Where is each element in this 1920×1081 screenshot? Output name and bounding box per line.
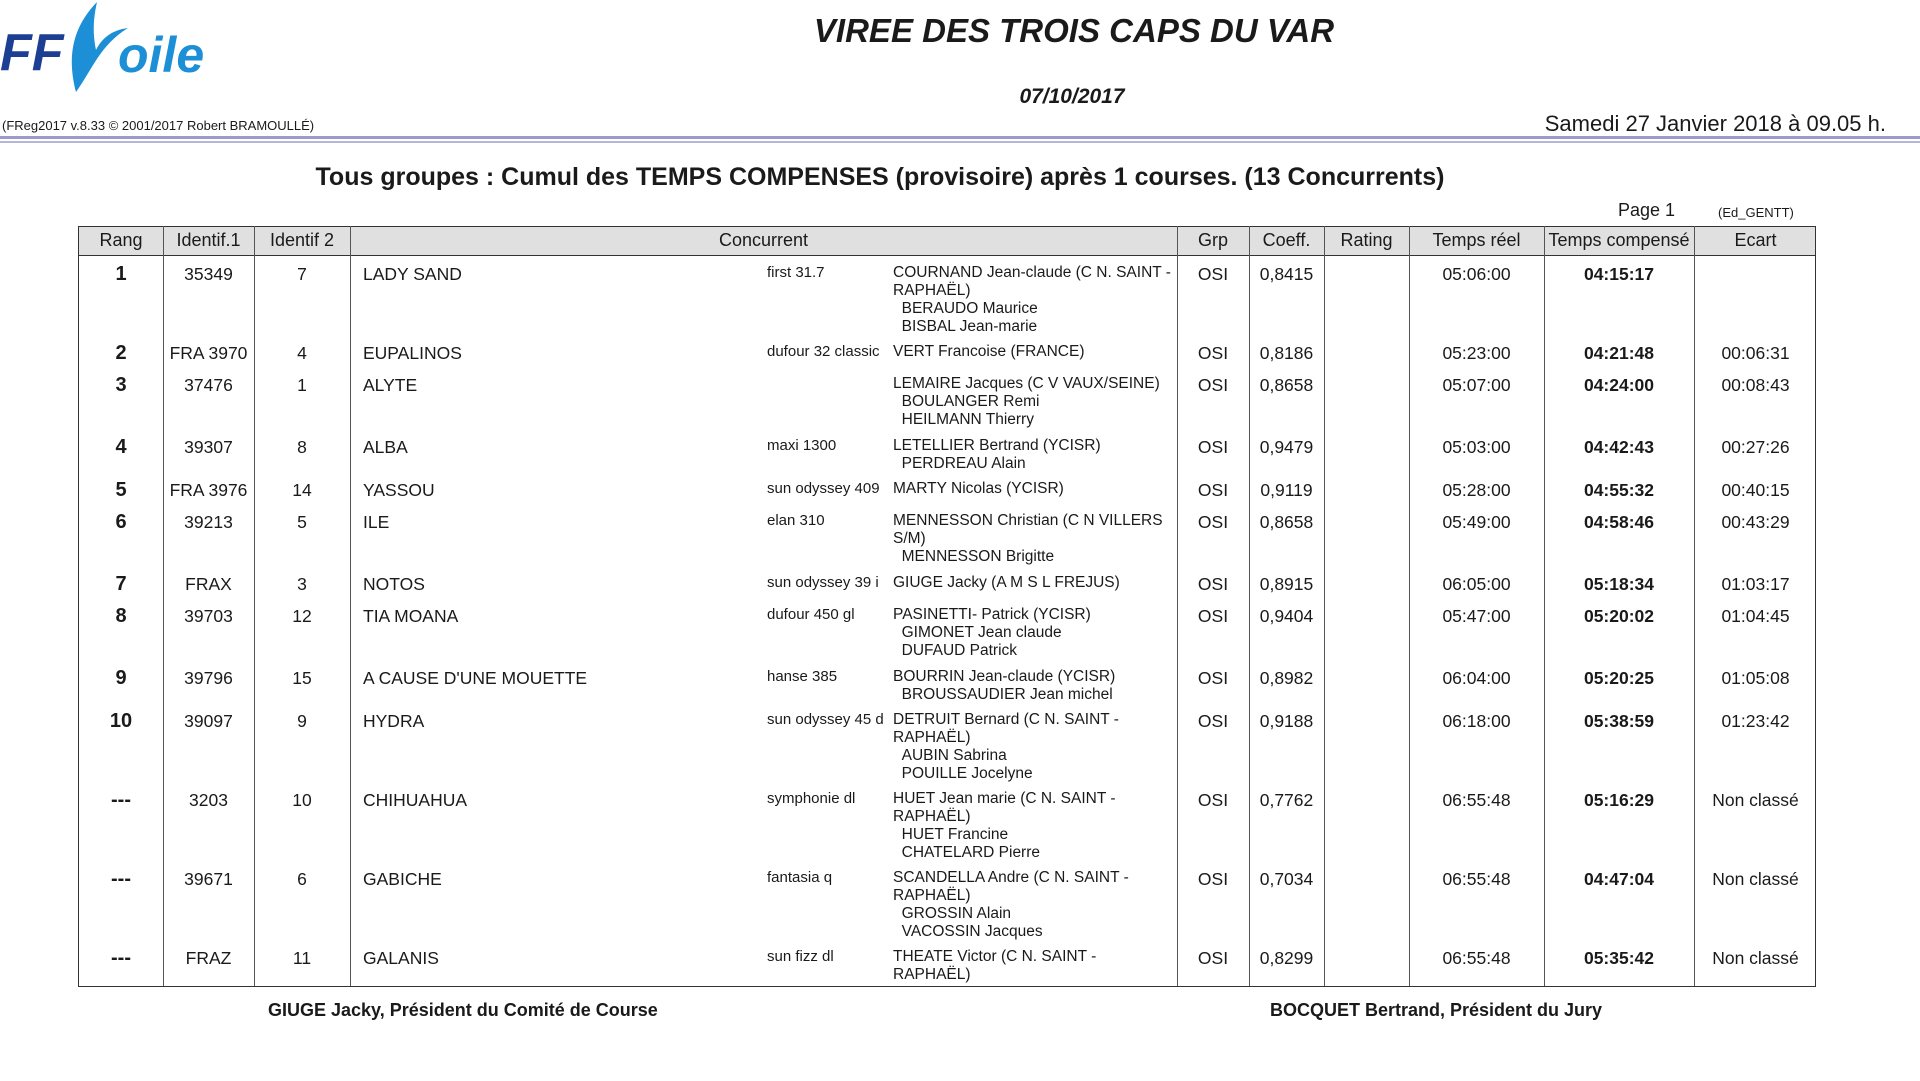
crew-cell: LETELLIER Bertrand (YCISR) PERDREAU Alain [893, 437, 1101, 472]
temps-reel-cell: 05:03:00 [1442, 437, 1511, 457]
temps-compense-cell: 05:20:25 [1583, 668, 1655, 688]
rang-cell: 3 [115, 374, 127, 396]
temps-compense-cell: 04:15:17 [1583, 264, 1655, 284]
identif1-cell: 37476 [184, 375, 233, 395]
boat-name-cell: LADY SAND [363, 264, 462, 284]
boat-model-cell: maxi 1300 [767, 437, 837, 454]
crew-cell: COURNAND Jean-claude (C N. SAINT - RAPHAËL) BERAUDO Maurice BISBAL Jean-marie [893, 264, 1171, 335]
crew-cell: GIUGE Jacky (A M S L FREJUS) [893, 574, 1120, 591]
boat-model-cell: sun odyssey 39 i [767, 574, 879, 591]
identif2-cell: 5 [297, 512, 307, 532]
identif2-cell: 12 [292, 606, 312, 626]
identif2-cell: 7 [297, 264, 307, 284]
grp-cell: OSI [1197, 948, 1229, 968]
ecart-cell: 00:08:43 [1721, 375, 1790, 395]
rang-cell: 5 [115, 479, 127, 501]
boat-name-cell: CHIHUAHUA [363, 790, 468, 810]
crew-cell: PASINETTI- Patrick (YCISR) GIMONET Jean claude DUFAUD Patrick [893, 606, 1091, 659]
temps-reel-cell: 06:04:00 [1442, 668, 1511, 688]
coeff-cell: 0,8299 [1259, 948, 1314, 968]
grp-cell: OSI [1197, 264, 1229, 284]
coeff-cell: 0,7762 [1259, 790, 1314, 810]
crew-cell: MENNESSON Christian (C N VILLERS S/M) MENNESSON Brigitte [893, 512, 1163, 565]
crew-cell: VERT Francoise (FRANCE) [893, 343, 1085, 360]
identif2-cell: 11 [292, 948, 312, 968]
rang-cell: 4 [115, 436, 127, 458]
ecart-cell: 00:06:31 [1721, 343, 1790, 363]
crew-cell: SCANDELLA Andre (C N. SAINT - RAPHAËL) GROSSIN Alain VACOSSIN Jacques [893, 869, 1129, 940]
boat-model-cell: dufour 32 classic [767, 343, 880, 360]
ecart-cell: 01:04:45 [1721, 606, 1790, 626]
header-divider [0, 136, 1920, 139]
coeff-cell: 0,9404 [1259, 606, 1314, 626]
rang-cell: 8 [115, 605, 127, 627]
edition-code: (Ed_GENTT) [1718, 205, 1794, 220]
boat-model-cell: symphonie dl [767, 790, 856, 807]
boat-model-cell: first 31.7 [767, 264, 825, 281]
temps-reel-cell: 05:49:00 [1442, 512, 1511, 532]
identif2-cell: 10 [292, 790, 312, 810]
software-credit: (FReg2017 v.8.33 © 2001/2017 Robert BRAMOULLÉ) [2, 118, 315, 133]
ecart-cell: 00:40:15 [1721, 480, 1790, 500]
column-divider [1324, 226, 1325, 986]
col-header-identif2: Identif 2 [269, 230, 335, 250]
grp-cell: OSI [1197, 480, 1229, 500]
jury-signature: BOCQUET Bertrand, Président du Jury [1270, 1000, 1603, 1020]
crew-cell: THEATE Victor (C N. SAINT - RAPHAËL) [893, 948, 1101, 983]
crew-cell: DETRUIT Bernard (C N. SAINT - RAPHAËL) AUBIN Sabrina POUILLE Jocelyne [893, 711, 1119, 782]
rang-cell: 1 [115, 263, 127, 285]
coeff-cell: 0,9479 [1259, 437, 1314, 457]
temps-compense-cell: 04:55:32 [1583, 480, 1655, 500]
temps-reel-cell: 06:55:48 [1442, 790, 1511, 810]
boat-model-cell: dufour 450 gl [767, 606, 855, 623]
ecart-cell: Non classé [1712, 790, 1799, 810]
header-divider-secondary [0, 141, 1920, 143]
boat-model-cell: sun odyssey 45 d [767, 711, 884, 728]
boat-name-cell: YASSOU [363, 480, 435, 500]
grp-cell: OSI [1197, 790, 1229, 810]
coeff-cell: 0,8658 [1259, 375, 1314, 395]
col-header-identif1: Identif.1 [176, 230, 241, 250]
identif1-cell: 35349 [184, 264, 233, 284]
col-header-temps-reel: Temps réel [1432, 230, 1521, 250]
col-header-rating: Rating [1340, 230, 1393, 250]
identif1-cell: 3203 [189, 790, 228, 810]
identif2-cell: 9 [297, 711, 307, 731]
temps-reel-cell: 05:23:00 [1442, 343, 1511, 363]
crew-cell: HUET Jean marie (C N. SAINT - RAPHAËL) HUET Francine CHATELARD Pierre [893, 790, 1116, 861]
col-header-ecart: Ecart [1734, 230, 1777, 250]
rang-cell: 7 [115, 573, 127, 595]
identif1-cell: 39703 [184, 606, 233, 626]
col-header-temps-compense: Temps compensé [1548, 230, 1690, 250]
temps-reel-cell: 06:55:48 [1442, 948, 1511, 968]
grp-cell: OSI [1197, 668, 1229, 688]
crew-cell: BOURRIN Jean-claude (YCISR) BROUSSAUDIER Jean michel [893, 668, 1116, 703]
ecart-cell: 01:05:08 [1721, 668, 1790, 688]
regatta-date: 07/10/2017 [1019, 85, 1125, 108]
logo-ff-text: FF [0, 24, 64, 82]
temps-reel-cell: 06:18:00 [1442, 711, 1511, 731]
identif1-cell: FRAX [185, 574, 232, 594]
grp-cell: OSI [1197, 375, 1229, 395]
col-header-coeff: Coeff. [1262, 230, 1311, 250]
coeff-cell: 0,8415 [1259, 264, 1314, 284]
boat-name-cell: GALANIS [363, 948, 439, 968]
boat-name-cell: ILE [363, 512, 390, 532]
rang-cell: 2 [115, 342, 127, 364]
col-header-concurrent: Concurrent [718, 230, 809, 250]
ecart-cell: 01:23:42 [1721, 711, 1790, 731]
page-number: Page 1 [1618, 200, 1676, 220]
coeff-cell: 0,9119 [1260, 480, 1313, 500]
col-header-grp: Grp [1197, 230, 1228, 250]
course-committee-signature: GIUGE Jacky, Président du Comité de Course [268, 1000, 658, 1020]
grp-cell: OSI [1197, 869, 1229, 889]
crew-cell: LEMAIRE Jacques (C V VAUX/SEINE) BOULANGER Remi HEILMANN Thierry [893, 375, 1160, 428]
results-table [78, 226, 1816, 987]
col-header-rang: Rang [99, 230, 143, 250]
temps-reel-cell: 05:47:00 [1442, 606, 1511, 626]
ecart-cell: Non classé [1712, 869, 1799, 889]
coeff-cell: 0,8658 [1259, 512, 1314, 532]
printed-timestamp: Samedi 27 Janvier 2018 à 09.05 h. [1544, 111, 1886, 136]
grp-cell: OSI [1197, 606, 1229, 626]
boat-model-cell: fantasia q [767, 869, 833, 886]
grp-cell: OSI [1197, 512, 1229, 532]
identif2-cell: 3 [297, 574, 307, 594]
temps-reel-cell: 06:05:00 [1442, 574, 1511, 594]
coeff-cell: 0,9188 [1259, 711, 1314, 731]
grp-cell: OSI [1197, 437, 1229, 457]
rang-cell: --- [111, 789, 131, 811]
rang-cell: 6 [115, 511, 127, 533]
boat-name-cell: TIA MOANA [363, 606, 459, 626]
regatta-title: VIREE DES TROIS CAPS DU VAR [813, 12, 1335, 49]
grp-cell: OSI [1197, 574, 1229, 594]
identif1-cell: 39671 [184, 869, 233, 889]
coeff-cell: 0,8186 [1259, 343, 1314, 363]
identif1-cell: 39796 [184, 668, 233, 688]
identif1-cell: FRAZ [185, 948, 232, 968]
grp-cell: OSI [1197, 711, 1229, 731]
identif2-cell: 8 [297, 437, 307, 457]
temps-compense-cell: 05:38:59 [1583, 711, 1655, 731]
temps-compense-cell: 05:20:02 [1583, 606, 1655, 626]
results-subtitle: Tous groupes : Cumul des TEMPS COMPENSES (provisoire) après 1 courses. (13 Concurrents) [315, 163, 1445, 191]
boat-model-cell: elan 310 [767, 512, 825, 529]
boat-name-cell: EUPALINOS [363, 343, 462, 363]
crew-cell: MARTY Nicolas (YCISR) [893, 480, 1064, 497]
temps-compense-cell: 04:47:04 [1583, 869, 1655, 889]
boat-model-cell: sun odyssey 409 [767, 480, 880, 497]
boat-model-cell: hanse 385 [767, 668, 838, 685]
temps-reel-cell: 06:55:48 [1442, 869, 1511, 889]
coeff-cell: 0,7034 [1259, 869, 1314, 889]
identif2-cell: 15 [292, 668, 312, 688]
temps-reel-cell: 05:07:00 [1442, 375, 1511, 395]
identif1-cell: 39213 [184, 512, 233, 532]
rang-cell: --- [111, 868, 131, 890]
temps-reel-cell: 05:28:00 [1442, 480, 1511, 500]
ecart-cell: 00:27:26 [1721, 437, 1790, 457]
column-divider [350, 226, 351, 986]
temps-compense-cell: 05:35:42 [1583, 948, 1655, 968]
identif1-cell: 39307 [184, 437, 233, 457]
ecart-cell: 01:03:17 [1721, 574, 1790, 594]
temps-compense-cell: 04:42:43 [1583, 437, 1655, 457]
identif2-cell: 14 [292, 480, 312, 500]
coeff-cell: 0,8915 [1259, 574, 1314, 594]
rang-cell: 9 [115, 667, 127, 689]
identif2-cell: 1 [297, 375, 307, 395]
rang-cell: --- [111, 947, 131, 969]
temps-compense-cell: 05:16:29 [1583, 790, 1655, 810]
temps-compense-cell: 04:21:48 [1583, 343, 1655, 363]
logo-oile-text: oile [118, 27, 205, 83]
boat-name-cell: ALBA [363, 437, 408, 457]
temps-reel-cell: 05:06:00 [1442, 264, 1511, 284]
identif1-cell: FRA 3970 [169, 343, 248, 363]
boat-name-cell: ALYTE [363, 375, 418, 395]
ecart-cell: Non classé [1712, 948, 1799, 968]
ecart-cell: 00:43:29 [1721, 512, 1790, 532]
rang-cell: 10 [109, 710, 133, 732]
boat-name-cell: GABICHE [363, 869, 442, 889]
identif2-cell: 4 [297, 343, 307, 363]
temps-compense-cell: 04:58:46 [1583, 512, 1655, 532]
boat-name-cell: NOTOS [363, 574, 425, 594]
boat-name-cell: A CAUSE D'UNE MOUETTE [363, 668, 588, 688]
temps-compense-cell: 04:24:00 [1583, 375, 1655, 395]
identif1-cell: FRA 3976 [169, 480, 248, 500]
boat-model-cell: sun fizz dl [767, 948, 834, 965]
grp-cell: OSI [1197, 343, 1229, 363]
identif1-cell: 39097 [184, 711, 233, 731]
coeff-cell: 0,8982 [1259, 668, 1314, 688]
boat-name-cell: HYDRA [363, 711, 425, 731]
temps-compense-cell: 05:18:34 [1583, 574, 1655, 594]
identif2-cell: 6 [297, 869, 307, 889]
